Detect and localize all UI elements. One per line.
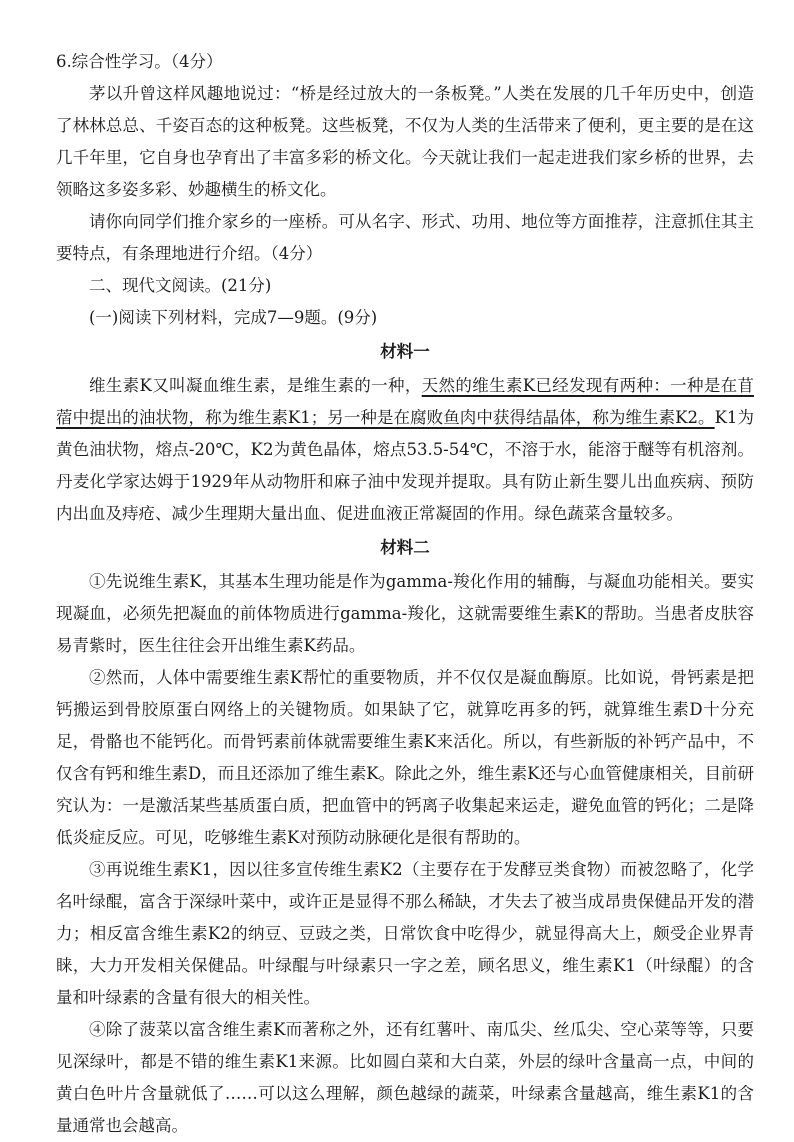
material-2-title: 材料二 [380,538,430,557]
question-6-title: 6.综合性学习。（4分） [56,52,223,71]
section-2-title: 二、现代文阅读。(21分) [89,276,272,295]
material-1-text-before: 维生素K又叫凝血维生素，是维生素的一种， [89,376,422,395]
question-6-intro: 茅以升曾这样风趣地说过：“桥是经过放大的一条板凳。”人类在发展的几千年历史中，创造了林林总总、千姿百态的这种板凳。这些板凳，不仅为人类的生活带来了便利，更主要的是在这几千年里，它自身也孕育出了丰富多彩的桥文化。今天就让我们一起走进我们家乡桥的世界，去领略这多姿多彩、妙趣横生的桥文化。 [56,84,754,199]
material-2-paragraph-3: ③再说维生素K1，因以往多宣传维生素K2（主要存在于发酵豆类食物）而被忽略了，化学名叶绿醌，富含于深绿叶菜中，或许正是显得不那么稀缺，才失去了被当成昂贵保健品开发的潜力；相反富含维生素K2的纳豆、豆豉之类，日常饮食中吃得少，就显得高大上，颇受企业界青睐，大力开发相关保健品。叶绿醌与叶绿素只一字之差，顾名思义，维生素K1（叶绿醌）的含量和叶绿素的含量有很大的相关性。 [56,860,754,1007]
section-2-subtitle: (一)阅读下列材料，完成7—9题。(9分) [89,308,378,327]
material-2-paragraph-2: ②然而，人体中需要维生素K帮忙的重要物质，并不仅仅是凝血酶原。比如说，骨钙素是把钙搬运到骨胶原蛋白网络上的关键物质。如果缺了它，就算吃再多的钙，就算维生素D十分充足，骨骼也不能钙化。而骨钙素前体就需要维生素K来活化。所以，有些新版的补钙产品中，不仅含有钙和维生素D，而且还添加了维生素K。除此之外，维生素K还与心血管健康相关，目前研究认为：一是激活某些基质蛋白质，把血管中的钙离子收集起来运走，避免血管的钙化；二是降低炎症反应。可见，吃够维生素K对预防动脉硬化是很有帮助的。 [56,668,754,847]
material-1-text [56,370,754,530]
question-6-task: 请你向同学们推介家乡的一座桥。可从名字、形式、功用、地位等方面推荐，注意抓住其主要特点，有条理地进行介绍。（4分） [56,212,754,263]
material-2-paragraph-4: ④除了菠菜以富含维生素K而著称之外，还有红薯叶、南瓜尖、丝瓜尖、空心菜等等，只要见深绿叶，都是不错的维生素K1来源。比如圆白菜和大白菜，外层的绿叶含量高一点，中间的黄白色叶片含量就低了……可以这么理解，颜色越绿的蔬菜，叶绿素含量越高，维生素K1的含量通常也会越高。 [56,1020,754,1135]
material-1-text-after: K1为黄色油状物，熔点-20℃，K2为黄色晶体，熔点53.5-54℃，不溶于水，能溶于醚等有机溶剂。丹麦化学家达姆于1929年从动物肝和麻子油中发现并提取。具有防止新生婴儿出血疾病、预防内出血及痔疮、减少生理期大量出血、促进血液正常凝固的作用。绿色蔬菜含量较多。 [56,408,754,523]
material-1-title: 材料一 [380,342,430,361]
material-2-paragraph-1: ①先说维生素K，其基本生理功能是作为gamma-羧化作用的辅酶，与凝血功能相关。要实现凝血，必须先把凝血的前体物质进行gamma-羧化，这就需要维生素K的帮助。当患者皮肤容易青紫时，医生往往会开出维生素K药品。 [56,572,754,655]
material-1-underlined-text: 天然的维生素K已经发现有两种：一种是在苜蓿中提出的油状物，称为维生素K1；另一种是在腐败鱼肉中获得结晶体，称为维生素K2。 [56,376,754,427]
